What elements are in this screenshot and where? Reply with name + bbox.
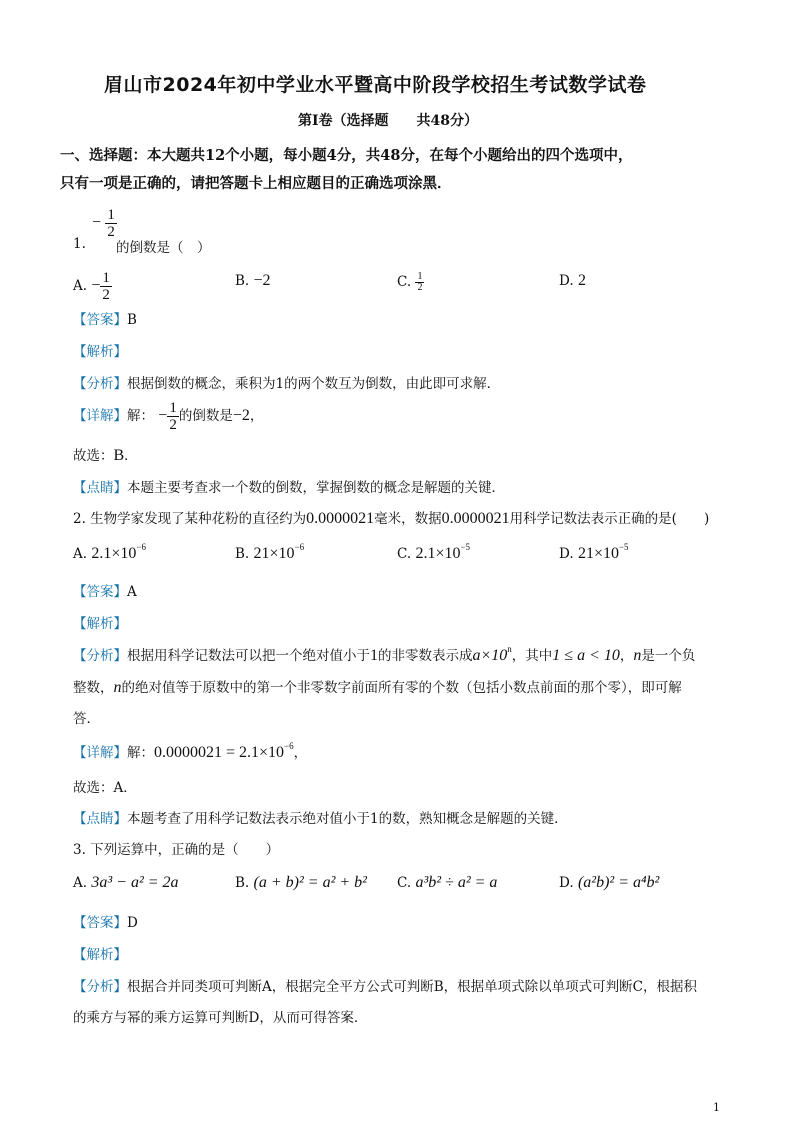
q2-fenxi-line2-n: n xyxy=(113,679,122,696)
q2-fenxi-part-b: 的非零数表示成 xyxy=(378,648,473,664)
q2-option-d xyxy=(559,542,629,563)
q2-option-b-base: 21×10 xyxy=(253,545,295,562)
q3-option-d-expression: (a²b)² = a⁴b² xyxy=(577,874,660,891)
q3-fenxi-line1-text: 根据合并同类项可判断A，根据完全平方公式可判断B，根据单项式除以单项式可判断C，根据积 xyxy=(127,979,697,995)
q2-option-d-label: D. xyxy=(559,546,574,562)
q2-fenxi-part-e: 是一个负 xyxy=(641,648,696,664)
q1-analysis-tag xyxy=(73,340,127,360)
q2-dianjing-tag: 【点睛】 xyxy=(73,811,127,827)
q2-stem xyxy=(73,507,709,528)
q1-dianjing-text: 本题主要考查求一个数的倒数，掌握倒数的概念是解题的关键． xyxy=(127,480,505,496)
q1-guxuan-value: B xyxy=(113,447,125,464)
q1-option-c-numerator: 1 xyxy=(417,271,423,282)
q2-analysis-tag xyxy=(73,612,127,632)
q3-option-b-label: B. xyxy=(235,875,250,891)
q2-option-a-exponent: −6 xyxy=(136,542,146,552)
q3-answer-tag: 【答案】 xyxy=(73,915,127,931)
q1-xiangjie-denominator: 2 xyxy=(169,417,177,433)
q1-option-a-label: A. xyxy=(73,278,88,294)
q2-fenxi-range: 1 ≤ a < 10 xyxy=(552,647,620,664)
q2-fenxi-line2-part-a: 整数， xyxy=(73,680,114,696)
q2-xiangjie-equation: 0.0000021 = 2.1×10 xyxy=(154,744,285,761)
q1-fraction-sign: − xyxy=(92,214,102,231)
q1-xiangjie-tag: 【详解】 xyxy=(73,408,127,424)
q2-xiangjie-tag: 【详解】 xyxy=(73,745,127,761)
q2-fenxi-part-c: ，其中 xyxy=(511,648,553,664)
q2-dianjing xyxy=(73,807,568,827)
q3-option-b-expression: (a + b)² = a² + b² xyxy=(253,874,367,891)
section-instruction-line-2: 只有一项是正确的，请把答题卡上相应题目的正确选项涂黑． xyxy=(60,175,452,192)
q1-option-c-label: C. xyxy=(397,274,412,290)
q3-option-b xyxy=(235,874,367,892)
q1-option-a-sign: − xyxy=(91,277,101,294)
q2-option-b-label: B. xyxy=(235,546,250,562)
q1-guxuan xyxy=(73,444,138,465)
q3-analysis-tag xyxy=(73,943,127,963)
q2-fenxi-form: a×10 xyxy=(472,647,508,664)
q2-fenxi-part-d: ， xyxy=(619,648,634,664)
q2-answer-tag: 【答案】 xyxy=(73,584,127,600)
q3-answer-value: D xyxy=(127,915,138,931)
page-subtitle: 第Ⅰ卷（选择题 共48分） xyxy=(298,113,479,129)
q1-fraction-denominator: 2 xyxy=(107,224,115,240)
q2-option-a-base: 2.1×10 xyxy=(91,545,137,562)
q2-option-c-base: 2.1×10 xyxy=(415,545,461,562)
q2-answer-value: A xyxy=(127,584,137,600)
q1-xiangjie xyxy=(73,400,263,433)
q1-xiangjie-end: ， xyxy=(249,408,264,424)
q2-fenxi-form-exponent: n xyxy=(507,644,512,654)
q3-option-c-expression: a³b² ÷ a² = a xyxy=(415,874,498,891)
q3-answer xyxy=(73,911,138,931)
q1-answer-value: B xyxy=(127,312,137,328)
q3-option-a xyxy=(73,874,179,892)
q1-dianjing xyxy=(73,476,505,496)
q2-xiangjie xyxy=(73,741,307,762)
q2-option-c-label: C. xyxy=(397,546,412,562)
q1-xiangjie-numerator: 1 xyxy=(169,400,177,416)
q1-option-c xyxy=(397,272,424,293)
q1-option-d xyxy=(559,272,586,290)
q3-analysis-label: 【解析】 xyxy=(73,947,127,963)
q3-fenxi-tag: 【分析】 xyxy=(73,979,127,995)
q2-stem-number-2: 0.0000021 xyxy=(441,510,510,527)
q3-fenxi-line-1 xyxy=(73,975,697,995)
q2-option-d-base: 21×10 xyxy=(577,545,619,562)
q3-option-d-label: D. xyxy=(559,875,574,891)
q2-stem-part-c: 用科学记数法表示正确的是( ) xyxy=(509,511,710,527)
q3-option-c xyxy=(397,874,497,892)
q1-xiangjie-mid: 的倒数是 xyxy=(178,408,233,424)
q1-number: 1. xyxy=(73,236,86,252)
q2-fenxi-line2-part-b: 的绝对值等于原数中的第一个非零数字前面所有零的个数（包括小数点前面的那个零），即可解 xyxy=(121,680,682,696)
q3-option-a-label: A. xyxy=(73,875,88,891)
q1-analysis-label: 【解析】 xyxy=(73,344,127,360)
q2-stem-number-1: 0.0000021 xyxy=(306,510,375,527)
q2-answer xyxy=(73,580,137,600)
q1-fraction-numerator: 1 xyxy=(107,207,115,223)
q1-guxuan-label: 故选： xyxy=(73,448,114,464)
q3-option-d xyxy=(559,874,659,892)
q1-guxuan-end: ． xyxy=(124,448,138,464)
q2-dianjing-text: 本题考查了用科学记数法表示绝对值小于1的数，熟知概念是解题的关键． xyxy=(127,811,568,827)
q3-option-c-label: C. xyxy=(397,875,412,891)
q2-xiangjie-prefix: 解： xyxy=(127,745,154,761)
q3-fenxi-line-2: 的乘方与幂的乘方运算可判断D，从而可得答案． xyxy=(73,1010,368,1026)
q1-stem: 的倒数是（ ） xyxy=(116,240,211,256)
q1-dianjing-tag: 【点睛】 xyxy=(73,480,127,496)
q1-answer xyxy=(73,308,137,328)
q2-fenxi-one: 1 xyxy=(370,647,378,664)
q1-option-d-value: 2 xyxy=(577,272,586,289)
page-title: 眉山市2024年初中学业水平暨高中阶段学校招生考试数学试卷 xyxy=(104,74,647,96)
q1-xiangjie-sign: − xyxy=(158,407,168,424)
q2-option-b-exponent: −6 xyxy=(294,542,305,552)
page-number: 1 xyxy=(713,1101,720,1114)
q1-option-c-denominator: 2 xyxy=(417,282,423,293)
q2-fenxi-line-3: 答． xyxy=(73,711,100,727)
q1-fenxi xyxy=(73,372,500,392)
q1-option-a xyxy=(73,270,112,303)
q2-guxuan: 故选：A． xyxy=(73,780,137,796)
q2-option-c xyxy=(397,542,470,563)
q2-stem-part-a: 2. 生物学家发现了某种花粉的直径约为 xyxy=(73,511,307,527)
q2-option-a xyxy=(73,542,146,563)
q1-option-b xyxy=(235,272,271,290)
q2-option-d-exponent: −5 xyxy=(618,542,629,552)
q2-stem-part-b: 毫米，数据 xyxy=(374,511,442,527)
q1-fraction xyxy=(92,207,117,240)
q2-option-c-exponent: −5 xyxy=(460,542,471,552)
q3-stem: 3. 下列运算中，正确的是（ ） xyxy=(73,842,280,858)
q2-fenxi-n: n xyxy=(633,647,642,664)
q1-option-a-denominator: 2 xyxy=(102,287,110,303)
q1-option-b-value: −2 xyxy=(253,272,271,289)
q1-option-d-label: D. xyxy=(559,273,574,289)
q1-fenxi-text: 根据倒数的概念，乘积为1的两个数互为倒数，由此即可求解． xyxy=(127,376,501,392)
q2-fenxi-tag: 【分析】 xyxy=(73,648,127,664)
q1-xiangjie-prefix: 解： xyxy=(127,408,154,424)
q1-option-b-label: B. xyxy=(235,273,250,289)
section-instruction-line-1: 一、选择题：本大题共12个小题，每小题4分，共48分，在每个小题给出的四个选项中， xyxy=(60,147,633,164)
q1-answer-tag: 【答案】 xyxy=(73,312,127,328)
q2-fenxi-line-2 xyxy=(73,676,682,697)
q2-fenxi-line-1 xyxy=(73,644,695,665)
q2-analysis-label: 【解析】 xyxy=(73,616,127,632)
q2-xiangjie-exponent: −6 xyxy=(284,741,294,751)
q2-fenxi-part-a: 根据用科学记数法可以把一个绝对值小于 xyxy=(127,648,370,664)
q1-xiangjie-value: −2 xyxy=(232,407,250,424)
q2-option-b xyxy=(235,542,304,563)
q1-option-a-numerator: 1 xyxy=(102,270,110,286)
q2-option-a-label: A. xyxy=(73,546,88,562)
q3-option-a-expression: 3a³ − a² = 2a xyxy=(91,874,179,891)
q1-fenxi-tag: 【分析】 xyxy=(73,376,127,392)
q2-xiangjie-end: ， xyxy=(293,745,308,761)
